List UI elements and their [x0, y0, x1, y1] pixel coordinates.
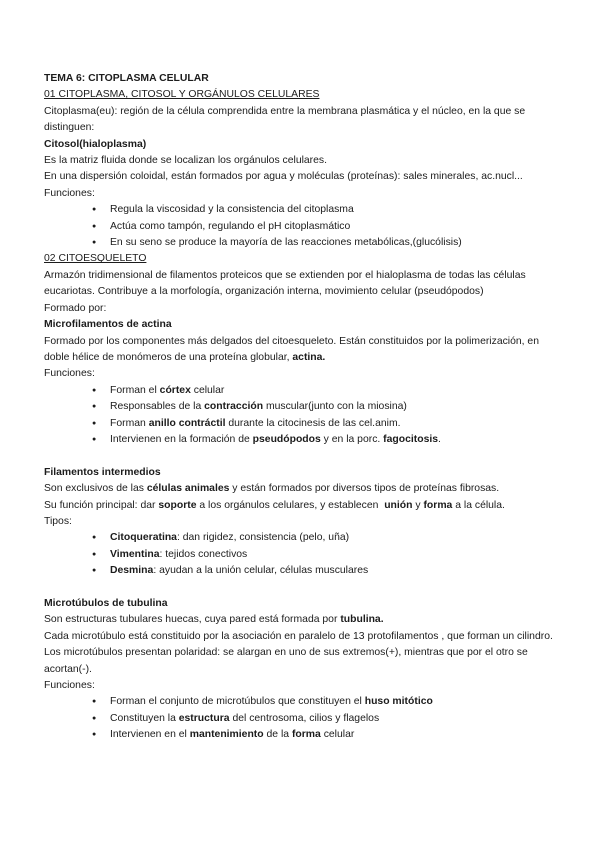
- actina-functions-label: Funciones:: [44, 368, 95, 380]
- citosol-functions-list: [44, 202, 560, 251]
- formado-por-label: Formado por:: [44, 302, 107, 314]
- list-item: ● Forman el conjunto de microtúbulos que constituyen el huso mitótico: [110, 694, 560, 710]
- list-item: ● Responsables de la contracción muscular(junto con la miosina): [110, 399, 560, 415]
- list-item: ● Forman el córtex celular: [110, 383, 560, 399]
- list-item: ● Vimentina: tejidos conectivos: [110, 547, 560, 563]
- list-item: ● Regula la viscosidad y la consistencia del citoplasma: [110, 202, 560, 218]
- section-2-intro: Armazón tridimensional de filamentos proteicos que se extienden por el hialoplasma de todas las células eucariotas. Contribuye a la morfología, organización interna, movimiento celular (pseudópodos): [44, 269, 526, 298]
- tubulina-line-2: Cada microtúbulo está constituido por la asociación en paralelo de 13 protofilamentos , que forman un cilindro. Los microtúbulos presentan polaridad: se alargan en uno de sus extremos(+), mientras que por el otro se acortan(-).: [44, 630, 553, 675]
- citosol-line-2: En una dispersión coloidal, están formados por agua y moléculas (proteínas): sales minerales, ac.nucl...: [44, 171, 523, 183]
- section-1-intro: Citoplasma(eu): región de la célula comprendida entre la membrana plasmática y el núcleo, en la que se distinguen:: [44, 105, 526, 134]
- citosol-line-1: Es la matriz fluida donde se localizan los orgánulos celulares.: [44, 155, 328, 167]
- actina-description: Formado por los componentes más delgados del citoesqueleto. Están constituidos por la polimerización, en doble hélice de monómeros de una proteína globular, actina.: [44, 335, 539, 363]
- list-item: ● Intervienen en el mantenimiento de la forma celular: [110, 727, 560, 743]
- intermedios-heading: Filamentos intermedios: [44, 466, 161, 478]
- section-2-heading: 02 CITOESQUELETO: [44, 253, 147, 265]
- tubulina-functions-label: Funciones:: [44, 680, 95, 691]
- spacer: [44, 580, 560, 596]
- citosol-heading: Citosol(hialoplasma): [44, 138, 147, 150]
- list-item: ● Actúa como tampón, regulando el pH citoplasmático: [110, 219, 560, 235]
- list-item: ● Constituyen la estructura del centrosoma, cilios y flagelos: [110, 711, 560, 727]
- tubulina-functions-list: [44, 694, 560, 743]
- tubulina-line-1: Son estructuras tubulares huecas, cuya pared está formada por tubulina.: [44, 614, 384, 626]
- list-item: ● En su seno se produce la mayoría de las reacciones metabólicas,(glucólisis): [110, 235, 560, 251]
- intermedios-tipos-label: Tipos:: [44, 515, 72, 527]
- intermedios-line-2: Su función principal: dar soporte a los orgánulos celulares, y establecen unión y forma a la célula.: [44, 499, 505, 511]
- list-item: ● Desmina: ayudan a la unión celular, células musculares: [110, 563, 560, 579]
- actina-heading: Microfilamentos de actina: [44, 319, 172, 331]
- intermedios-line-1: Son exclusivos de las células animales y están formados por diversos tipos de proteínas fibrosas.: [44, 483, 500, 495]
- list-item: ● Citoqueratina: dan rigidez, consistencia (pelo, uña): [110, 530, 560, 546]
- list-item: ● Forman anillo contráctil durante la citocinesis de las cel.anim.: [110, 416, 560, 432]
- tubulina-heading: Microtúbulos de tubulina: [44, 597, 168, 609]
- section-1-heading: 01 CITOPLASMA, CITOSOL Y ORGÁNULOS CELULARES: [44, 89, 320, 101]
- citosol-functions-label: Funciones:: [44, 187, 95, 199]
- spacer: [44, 448, 560, 464]
- intermedios-tipos-list: [44, 530, 560, 579]
- list-item: ● Intervienen en la formación de pseudópodos y en la porc. fagocitosis.: [110, 432, 560, 448]
- actina-functions-list: [44, 383, 560, 449]
- document-title: TEMA 6: CITOPLASMA CELULAR: [44, 73, 209, 84]
- document-page: [44, 71, 560, 744]
